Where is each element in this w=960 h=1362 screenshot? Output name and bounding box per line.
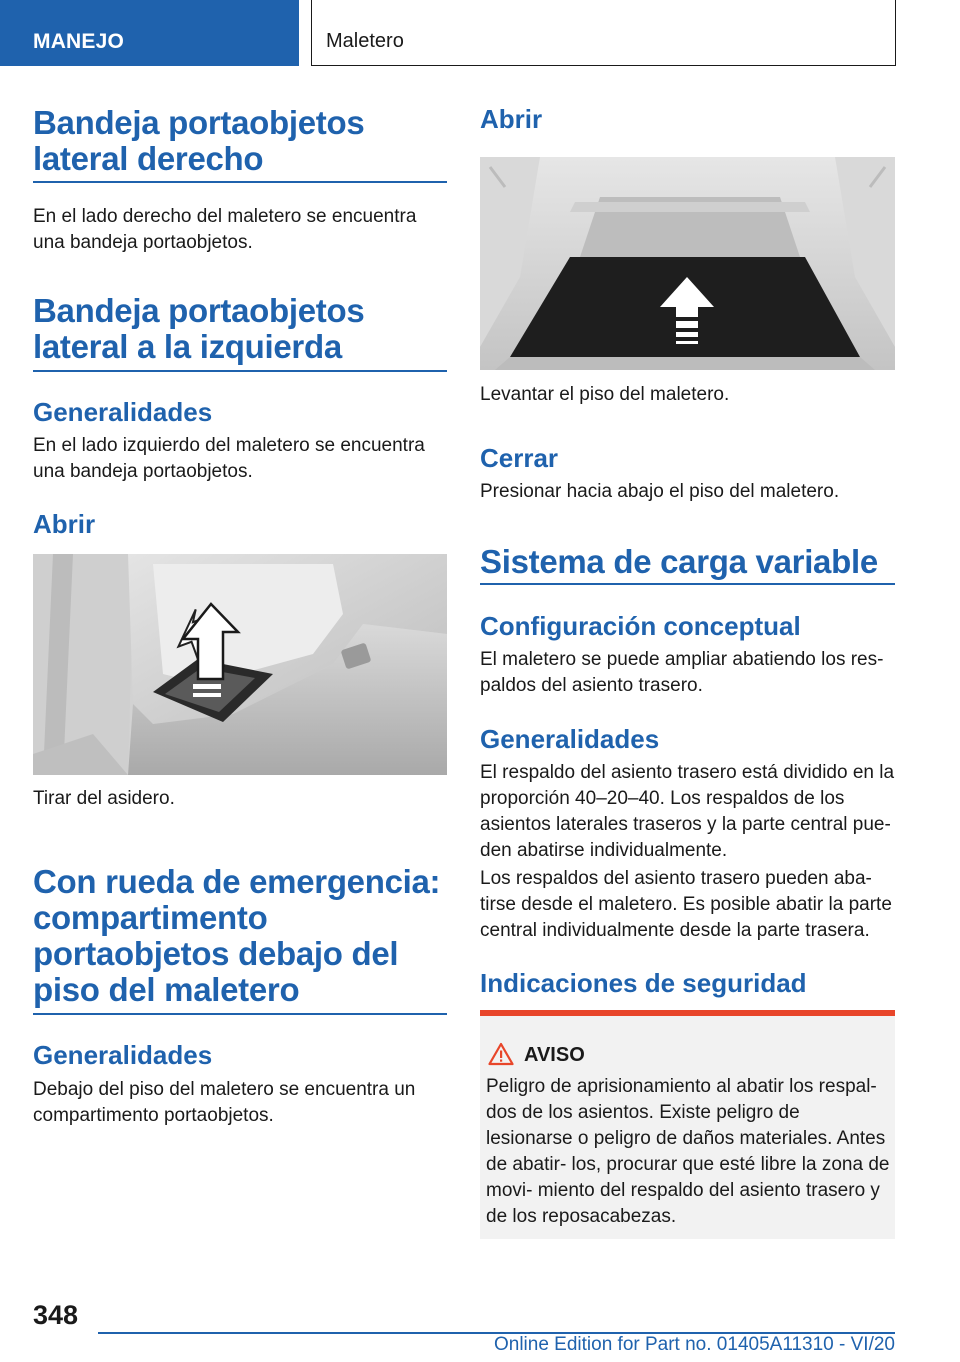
paragraph-concept: El maletero se puede ampliar abatiendo los res- paldos del asiento trasero. [480,649,884,696]
trunk-floor-image [480,157,895,370]
side-tray-handle-image [33,554,447,775]
heading-rule [33,370,447,372]
heading-right-tray: Bandeja portaobjetos lateral derecho [33,104,365,177]
paragraph-close: Presionar hacia abajo el piso del maletero. [480,481,840,502]
page-number: 348 [33,1300,79,1330]
footer-edition: Online Edition for Part no. 01405A11310 - VI/20 [493,1334,895,1355]
heading-rule [33,1013,447,1015]
subheading-safety: Indicaciones de seguridad [480,968,807,998]
subheading-general-3: Generalidades [480,724,660,754]
heading-variable-cargo: Sistema de carga variable [480,543,878,580]
heading-left-tray: Bandeja portaobjetos lateral a la izquierda [33,292,365,365]
subheading-open-2: Abrir [480,104,543,134]
heading-emergency-wheel: Con rueda de emergencia: compartimento portaobjetos debajo del piso del maletero [33,863,441,1008]
caption-2: Levantar el piso del maletero. [480,384,730,405]
subheading-close: Cerrar [480,443,559,473]
subheading-general-1: Generalidades [33,397,213,427]
paragraph-general-1: En el lado izquierdo del maletero se encuentra una bandeja portaobjetos. [33,435,425,482]
warning-box [480,1010,895,1239]
heading-rule [480,583,895,585]
caption-1: Tirar del asidero. [33,788,175,809]
paragraph-general-3b: Los respaldos del asiento trasero pueden aba- tirse desde el maletero. Es posible abatir la parte central individualmente desde la parte trasera. [480,868,892,941]
header-chapter-box [311,0,896,66]
header-chapter-label: Maletero [326,30,404,52]
warning-text: Peligro de aprisionamiento al abatir los respal- dos de los asientos. Existe peligro de lesionarse o peligro de daños materiales. Antes de abatir- los, procurar que esté libre la zona de movi- miento del respaldo del asiento trasero y de los reposacabezas. [486,1076,890,1227]
header-section-tab [0,0,299,66]
heading-rule [33,181,447,183]
header-section-label: MANEJO [33,30,125,53]
warning-triangle-icon [488,1042,514,1066]
subheading-concept: Configuración conceptual [480,611,801,641]
paragraph-general-2: Debajo del piso del maletero se encuentra un compartimento portaobjetos. [33,1079,416,1126]
paragraph-general-3a: El respaldo del asiento trasero está dividido en la proporción 40–20–40. Los respaldos de los asientos laterales traseros y la parte central pue- den abatirse individualmente. [480,762,895,861]
subheading-general-2: Generalidades [33,1040,213,1070]
paragraph-right-tray: En el lado derecho del maletero se encuentra una bandeja portaobjetos. [33,206,417,253]
warning-title: AVISO [524,1044,585,1066]
subheading-open-1: Abrir [33,509,96,539]
